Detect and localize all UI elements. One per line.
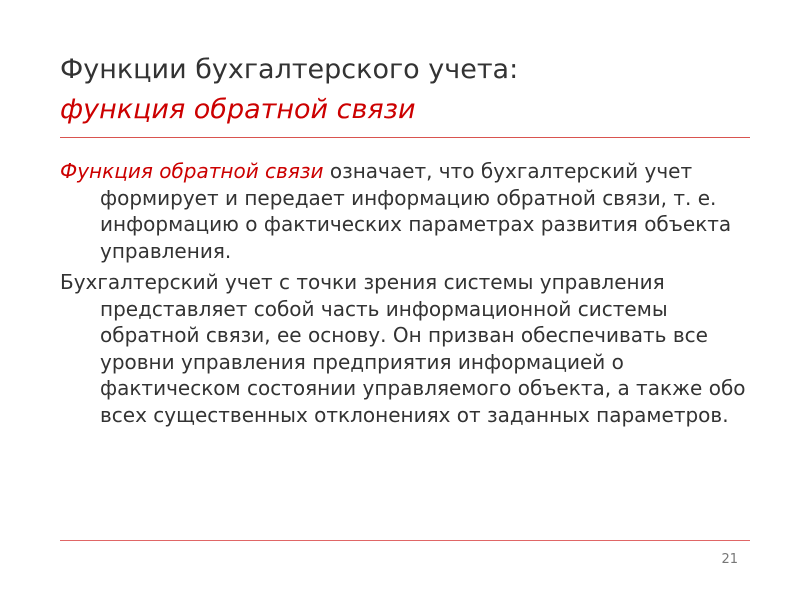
footer-divider [60, 540, 750, 541]
paragraph-feedback-definition [60, 158, 750, 264]
paragraph-accounting-role [60, 269, 750, 428]
slide-body [60, 158, 750, 433]
title-divider [60, 137, 750, 138]
slide-subtitle: функция обратной связи [60, 94, 416, 125]
slide-title: Функции бухгалтерского учета: [60, 54, 519, 85]
term-highlight: Функция обратной связи [60, 159, 324, 183]
paragraph-text: Бухгалтерский учет с точки зрения системы управления представляет собой часть информационной системы обратной связи, ее основу. Он призван обеспечивать все уровни управления предприятия информацией о фактическом состоянии управляемого объекта, а также обо всех существенных отклонениях от заданных параметров. [60, 270, 746, 427]
page-number: 21 [721, 552, 738, 567]
paragraph-text: означает, что бухгалтерский учет формирует и передает информацию обратной связи, т. е. информацию о фактических параметрах развития объекта управления. [100, 159, 732, 263]
